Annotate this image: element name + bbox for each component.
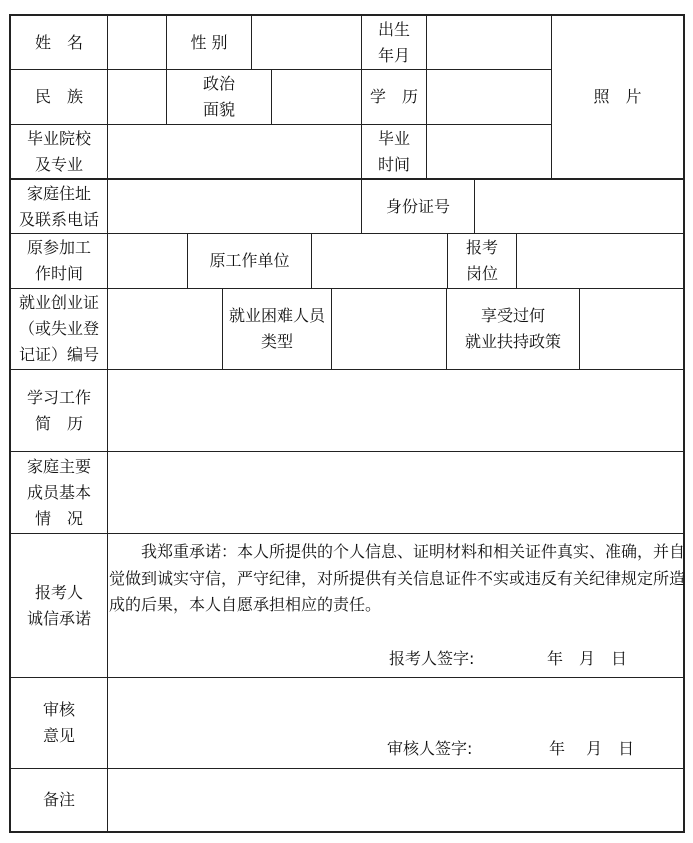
- family-label: 家庭主要 成员基本 情 况: [26, 456, 91, 528]
- prev-employer-label: 原工作单位: [209, 251, 290, 270]
- birth-label: 出生 年月: [377, 19, 410, 65]
- integrity-label: 报考人 诚信承诺: [26, 582, 91, 628]
- registration-form-table: [9, 14, 685, 833]
- applicant-date-label: 年 月 日: [547, 649, 628, 668]
- id-number-label: 身份证号: [385, 196, 450, 216]
- political-label: 政治 面貌: [202, 74, 235, 119]
- integrity-pledge-text: 我郑重承诺：本人所提供的个人信息、证明材料和相关证件真实、准确，并自觉做到诚实守信，严守纪律，对所提供有关信息证件不实或违反有关纪律规定所造成的后果，本人自愿承担相应的责任。: [109, 542, 686, 614]
- study-work-label: 学习工作 简 历: [26, 387, 91, 433]
- employment-cert-label: 就业创业证 （或失业登 记证）编号: [18, 293, 99, 364]
- apply-post-label: 报考 岗位: [465, 238, 498, 283]
- work-start-label: 原参加工 作时间: [26, 238, 91, 283]
- review-label: 审核 意见: [42, 700, 75, 745]
- applicant-signature-label: 报考人签字:: [389, 649, 475, 668]
- remarks-label: 备注: [42, 790, 75, 809]
- reviewer-date-label: 年 月 日: [549, 739, 635, 758]
- gender-label: 性 别: [190, 32, 228, 52]
- grad-time-label: 毕业 时间: [377, 128, 410, 174]
- support-policy-label: 享受过何 就业扶持政策: [464, 306, 561, 351]
- address-label: 家庭住址 及联系电话: [18, 183, 99, 229]
- education-label: 学 历: [369, 87, 418, 106]
- school-label: 毕业院校 及专业: [26, 128, 91, 174]
- photo-label: 照 片: [593, 87, 642, 106]
- name-label: 姓 名: [34, 32, 83, 52]
- hardship-type-label: 就业困难人员 类型: [228, 306, 325, 351]
- ethnicity-label: 民 族: [34, 87, 83, 106]
- reviewer-signature-label: 审核人签字:: [387, 739, 473, 758]
